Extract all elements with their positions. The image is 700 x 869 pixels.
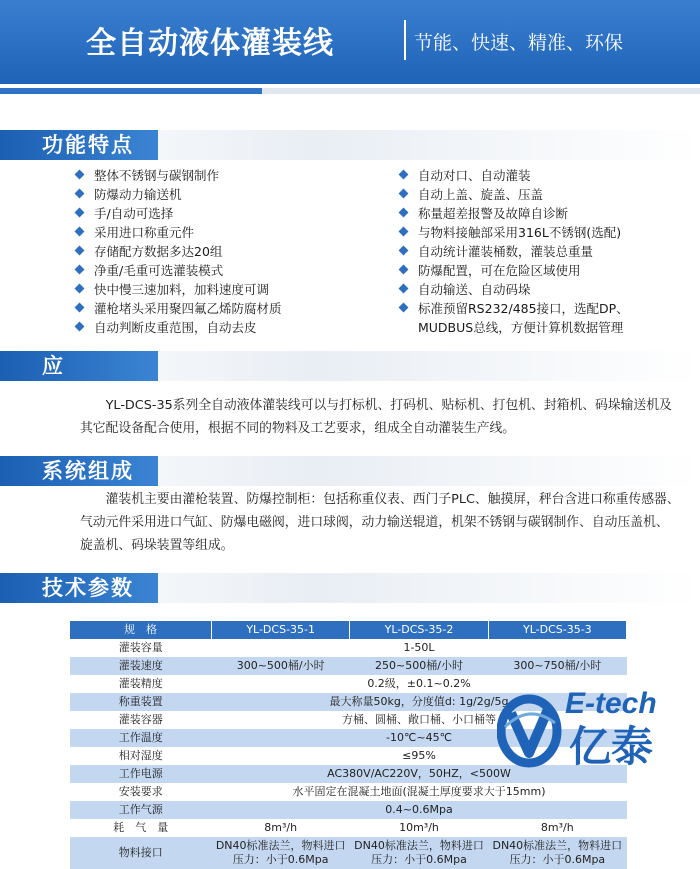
- table-row: [70, 819, 627, 837]
- features-left-list: [74, 166, 282, 337]
- header-stripe-accent: [0, 88, 262, 94]
- section-specs-heading: 技术参数: [0, 573, 158, 603]
- feature-text: 存储配方数据多达20组: [94, 244, 223, 259]
- feature-text: 采用进口称重元件: [94, 225, 195, 240]
- feature-item: [398, 166, 668, 185]
- spec-param-name: 物料接口: [70, 837, 212, 869]
- spec-param-value: DN40标准法兰，物料进口压力：小于0.6Mpa: [488, 837, 626, 869]
- feature-item: [74, 223, 282, 242]
- feature-text: 自动统计灌装桶数，灌装总重量: [418, 244, 594, 259]
- section-specs-bar: [0, 573, 700, 603]
- logo-text-cn: 亿泰: [569, 722, 654, 771]
- spec-param-value: DN40标准法兰，物料进口压力：小于0.6Mpa: [350, 837, 488, 869]
- feature-text: 净重/毛重可选灌装模式: [94, 263, 224, 278]
- spec-param-name: 灌装容器: [70, 711, 212, 729]
- spec-param-name: 工作温度: [70, 729, 212, 747]
- bullet-diamond-icon: [75, 265, 85, 275]
- spec-param-name: 安装要求: [70, 783, 212, 801]
- bullet-diamond-icon: [399, 246, 409, 256]
- bullet-diamond-icon: [75, 322, 85, 332]
- features-right-list: [398, 166, 668, 337]
- spec-param-value: 方桶、圆桶、敞口桶、小口桶等: [212, 711, 627, 729]
- table-row: [70, 783, 627, 801]
- spec-param-value: 0.4~0.6Mpa: [212, 801, 627, 819]
- spec-param-value: 8m³/h: [212, 819, 350, 837]
- logo-text-en: E-tech: [565, 687, 657, 720]
- bullet-diamond-icon: [399, 303, 409, 313]
- spec-param-name: 灌装精度: [70, 675, 212, 693]
- spec-header-model: YL-DCS-35-3: [488, 621, 626, 639]
- bullet-diamond-icon: [399, 170, 409, 180]
- section-features-heading: 功能特点: [0, 130, 158, 160]
- page-subtitle: 节能、快速、精准、环保: [414, 32, 624, 54]
- feature-text: 整体不锈钢与碳钢制作: [94, 168, 220, 183]
- bullet-diamond-icon: [399, 189, 409, 199]
- bullet-diamond-icon: [75, 208, 85, 218]
- feature-item: [398, 280, 668, 299]
- application-text: YL-DCS-35系列全自动液体灌装线可以与打标机、打码机、贴标机、打包机、封箱机、码垛输送机及其它配设备配合使用，根据不同的物料及工艺要求，组成全自动灌装生产线。: [80, 398, 672, 436]
- feature-item: [74, 204, 282, 223]
- spec-param-name: 工作气源: [70, 801, 212, 819]
- feature-item: [398, 204, 668, 223]
- spec-param-value: AC380V/AC220V，50HZ，<500W: [212, 765, 627, 783]
- bullet-diamond-icon: [399, 227, 409, 237]
- feature-text: 防爆动力输送机: [94, 187, 182, 202]
- spec-param-name: 相对湿度: [70, 747, 212, 765]
- spec-param-value: 0.2级，±0.1~0.2%: [212, 675, 627, 693]
- page-title: 全自动液体灌装线: [86, 26, 334, 61]
- feature-item: [74, 318, 282, 337]
- feature-text: 防爆配置，可在危险区域使用: [418, 263, 581, 278]
- spec-param-value: 水平固定在混凝土地面(混凝土厚度要求大于15mm): [212, 783, 627, 801]
- bullet-diamond-icon: [75, 284, 85, 294]
- feature-item: [74, 166, 282, 185]
- spec-header-model: YL-DCS-35-2: [350, 621, 488, 639]
- spec-param-name: 称重装置: [70, 693, 212, 711]
- section-application-bar: [0, 351, 700, 408]
- header-banner: [0, 0, 700, 84]
- bullet-diamond-icon: [75, 170, 85, 180]
- feature-text: 自动输送、自动码垛: [418, 282, 531, 297]
- feature-item: [74, 261, 282, 280]
- feature-text: 自动对口、自动灌装: [418, 168, 531, 183]
- feature-text: 与物料接触部采用316L不锈钢(选配): [418, 225, 622, 240]
- spec-param-value: -10℃~45℃: [212, 729, 627, 747]
- spec-param-value: 8m³/h: [488, 819, 626, 837]
- bullet-diamond-icon: [399, 284, 409, 294]
- feature-item: [74, 185, 282, 204]
- feature-item: [74, 299, 282, 318]
- feature-text: 快中慢三速加料，加料速度可调: [94, 282, 270, 297]
- feature-item: [398, 185, 668, 204]
- feature-item: [398, 261, 668, 280]
- composition-text: 灌装机主要由灌枪装置、防爆控制柜：包括称重仪表、西门子PLC、触摸屏，秤台含进口称重传感器、气动元件采用进口气缸、防爆电磁阀，进口球阀，动力输送辊道，机架不锈钢与碳钢制作、自动压盖机、旋盖机、码垛装置等组成。: [80, 492, 680, 553]
- spec-header-name: 规 格: [70, 621, 212, 639]
- feature-text: 标准预留RS232/485接口，选配DP、MUDBUS总线，方便计算机数据管理: [418, 301, 629, 335]
- section-composition-heading: 系统组成: [0, 456, 158, 486]
- feature-text: 称量超差报警及故障自诊断: [418, 206, 569, 221]
- spec-header-row: [70, 621, 627, 639]
- bullet-diamond-icon: [75, 227, 85, 237]
- section-application-heading: 应用: [0, 351, 158, 381]
- spec-param-value: 300~500桶/小时: [212, 657, 350, 675]
- feature-text: 自动上盖、旋盖、压盖: [418, 187, 544, 202]
- spec-param-name: 灌装容量: [70, 639, 212, 657]
- feature-text: 手/自动可选择: [94, 206, 174, 221]
- spec-param-name: 耗 气 量: [70, 819, 212, 837]
- section-features-bar: [0, 130, 700, 160]
- bullet-diamond-icon: [399, 208, 409, 218]
- table-row: [70, 657, 627, 675]
- table-row: [70, 837, 627, 869]
- bullet-diamond-icon: [399, 265, 409, 275]
- title-divider: [404, 20, 406, 60]
- section-composition-bar: [0, 456, 700, 486]
- feature-item: [74, 242, 282, 261]
- spec-header-model: YL-DCS-35-1: [212, 621, 350, 639]
- feature-item: [74, 280, 282, 299]
- spec-param-value: 1-50L: [212, 639, 627, 657]
- bullet-diamond-icon: [75, 189, 85, 199]
- feature-text: 自动判断皮重范围，自动去皮: [94, 320, 257, 335]
- feature-text: 灌枪堵头采用聚四氟乙烯防腐材质: [94, 301, 282, 316]
- spec-param-name: 工作电源: [70, 765, 212, 783]
- spec-param-value: 300~750桶/小时: [488, 657, 626, 675]
- bullet-diamond-icon: [75, 303, 85, 313]
- spec-param-value: 250~500桶/小时: [350, 657, 488, 675]
- table-row: [70, 639, 627, 657]
- feature-item: [398, 242, 668, 261]
- e-tech-logo-icon: [497, 683, 697, 773]
- spec-param-value: 最大称量50kg，分度值d: 1g/2g/5g: [212, 693, 627, 711]
- bullet-diamond-icon: [75, 246, 85, 256]
- table-row: [70, 801, 627, 819]
- spec-param-name: 灌装速度: [70, 657, 212, 675]
- spec-param-value: 10m³/h: [350, 819, 488, 837]
- spec-param-value: DN40标准法兰，物料进口压力：小于0.6Mpa: [212, 837, 350, 869]
- feature-item: [398, 223, 668, 242]
- feature-item: [398, 299, 668, 337]
- spec-param-value: ≤95%: [212, 747, 627, 765]
